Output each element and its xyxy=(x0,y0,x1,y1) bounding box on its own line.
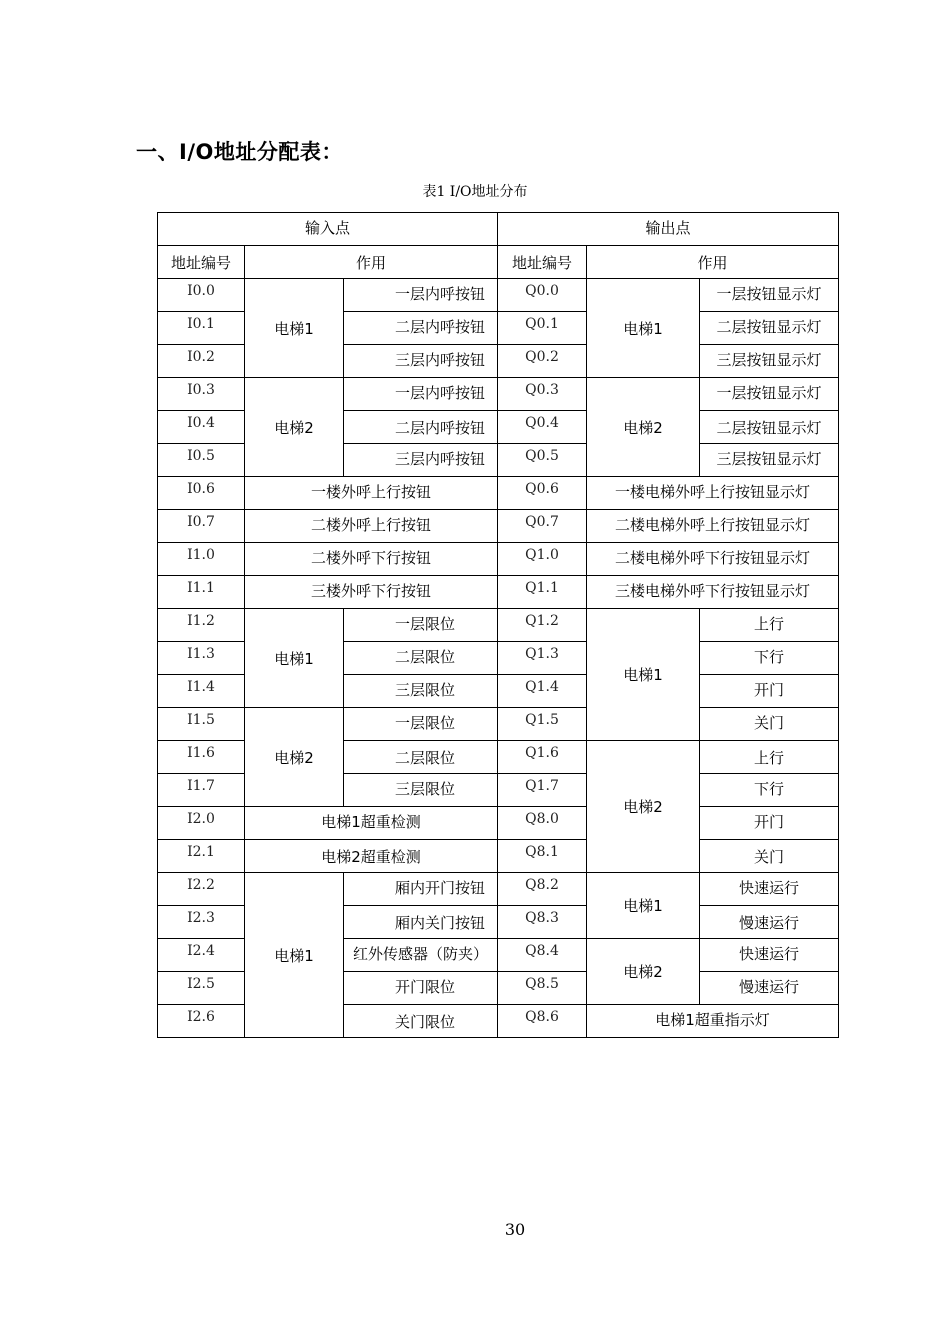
output-function: 电梯1超重指示灯 xyxy=(587,1005,839,1038)
input-function: 一楼外呼上行按钮 xyxy=(245,477,498,510)
table-row xyxy=(158,708,839,741)
input-address: I2.5 xyxy=(158,972,245,1005)
input-address: I1.4 xyxy=(158,675,245,708)
input-function: 三层限位 xyxy=(344,774,498,807)
input-function: 一层限位 xyxy=(344,708,498,741)
output-address: Q8.6 xyxy=(498,1005,587,1038)
input-function: 电梯1超重检测 xyxy=(245,807,498,840)
table-row xyxy=(158,510,839,543)
output-function: 关门 xyxy=(700,708,839,741)
section-heading: 一、I/O地址分配表： xyxy=(136,140,343,164)
input-function: 二层限位 xyxy=(344,642,498,675)
input-function: 二层限位 xyxy=(344,741,498,774)
output-header: 输出点 xyxy=(498,213,839,246)
output-address: Q0.4 xyxy=(498,411,587,444)
table-row xyxy=(158,840,839,873)
output-function: 一楼电梯外呼上行按钮显示灯 xyxy=(587,477,839,510)
output-address: Q8.4 xyxy=(498,939,587,972)
input-address: I1.5 xyxy=(158,708,245,741)
input-address: I2.1 xyxy=(158,840,245,873)
output-function: 三楼电梯外呼下行按钮显示灯 xyxy=(587,576,839,609)
output-function: 三层按钮显示灯 xyxy=(700,345,839,378)
output-address: Q0.0 xyxy=(498,279,587,312)
output-function: 开门 xyxy=(700,675,839,708)
input-function: 三楼外呼下行按钮 xyxy=(245,576,498,609)
input-address: I2.6 xyxy=(158,1005,245,1038)
input-address: I0.4 xyxy=(158,411,245,444)
output-address: Q8.1 xyxy=(498,840,587,873)
output-function: 关门 xyxy=(700,840,839,873)
output-function: 三层按钮显示灯 xyxy=(700,444,839,477)
input-header: 输入点 xyxy=(158,213,498,246)
input-address: I0.3 xyxy=(158,378,245,411)
output-address: Q0.6 xyxy=(498,477,587,510)
output-function: 下行 xyxy=(700,774,839,807)
output-group-label: 电梯1 xyxy=(587,873,700,939)
input-function: 一层限位 xyxy=(344,609,498,642)
output-function: 上行 xyxy=(700,609,839,642)
io-address-table xyxy=(157,212,839,1038)
input-function: 开门限位 xyxy=(344,972,498,1005)
output-group-label: 电梯2 xyxy=(587,378,700,477)
input-address: I0.0 xyxy=(158,279,245,312)
output-address: Q1.3 xyxy=(498,642,587,675)
output-address: Q1.0 xyxy=(498,543,587,576)
input-address: I2.0 xyxy=(158,807,245,840)
page-number: 30 xyxy=(504,1220,526,1239)
output-address: Q0.3 xyxy=(498,378,587,411)
table-row xyxy=(158,279,839,312)
output-address: Q1.6 xyxy=(498,741,587,774)
input-function: 二层内呼按钮 xyxy=(344,411,498,444)
input-function: 电梯2超重检测 xyxy=(245,840,498,873)
output-group-label: 电梯2 xyxy=(587,741,700,873)
input-address: I1.2 xyxy=(158,609,245,642)
table-row xyxy=(158,873,839,906)
input-address: I0.5 xyxy=(158,444,245,477)
input-address: I1.1 xyxy=(158,576,245,609)
table-caption: 表1 I/O地址分布 xyxy=(422,184,528,200)
output-address: Q8.5 xyxy=(498,972,587,1005)
input-function: 三层限位 xyxy=(344,675,498,708)
table-row xyxy=(158,378,839,411)
input-function: 关门限位 xyxy=(344,1005,498,1038)
input-address: I0.7 xyxy=(158,510,245,543)
input-address: I1.6 xyxy=(158,741,245,774)
output-function: 快速运行 xyxy=(700,873,839,906)
input-addr-header: 地址编号 xyxy=(158,246,245,279)
table-row xyxy=(158,807,839,840)
input-function: 一层内呼按钮 xyxy=(344,378,498,411)
input-function: 三层内呼按钮 xyxy=(344,444,498,477)
output-function: 一层按钮显示灯 xyxy=(700,378,839,411)
input-function: 二楼外呼上行按钮 xyxy=(245,510,498,543)
input-function: 一层内呼按钮 xyxy=(344,279,498,312)
output-function: 开门 xyxy=(700,807,839,840)
output-address: Q1.4 xyxy=(498,675,587,708)
input-function: 二层内呼按钮 xyxy=(344,312,498,345)
table-row xyxy=(158,609,839,642)
input-address: I2.4 xyxy=(158,939,245,972)
output-function: 二层按钮显示灯 xyxy=(700,411,839,444)
output-address: Q8.0 xyxy=(498,807,587,840)
output-address: Q0.1 xyxy=(498,312,587,345)
input-address: I1.0 xyxy=(158,543,245,576)
output-address: Q0.2 xyxy=(498,345,587,378)
input-func-header: 作用 xyxy=(245,246,498,279)
input-group-label: 电梯2 xyxy=(245,708,344,807)
table-header-row xyxy=(158,213,839,246)
input-address: I2.2 xyxy=(158,873,245,906)
input-group-label: 电梯1 xyxy=(245,279,344,378)
output-address: Q8.2 xyxy=(498,873,587,906)
output-address: Q1.2 xyxy=(498,609,587,642)
output-addr-header: 地址编号 xyxy=(498,246,587,279)
output-address: Q1.1 xyxy=(498,576,587,609)
output-function: 快速运行 xyxy=(700,939,839,972)
input-address: I2.3 xyxy=(158,906,245,939)
table-row xyxy=(158,543,839,576)
output-function: 下行 xyxy=(700,642,839,675)
table-row xyxy=(158,477,839,510)
output-function: 二楼电梯外呼上行按钮显示灯 xyxy=(587,510,839,543)
input-group-label: 电梯1 xyxy=(245,873,344,1038)
input-address: I0.6 xyxy=(158,477,245,510)
output-address: Q1.7 xyxy=(498,774,587,807)
output-function: 慢速运行 xyxy=(700,972,839,1005)
table-row xyxy=(158,576,839,609)
table-subheader-row xyxy=(158,246,839,279)
output-address: Q0.7 xyxy=(498,510,587,543)
output-function: 慢速运行 xyxy=(700,906,839,939)
input-address: I0.2 xyxy=(158,345,245,378)
output-group-label: 电梯2 xyxy=(587,939,700,1005)
input-function: 二楼外呼下行按钮 xyxy=(245,543,498,576)
input-group-label: 电梯2 xyxy=(245,378,344,477)
input-address: I1.7 xyxy=(158,774,245,807)
input-function: 厢内开门按钮 xyxy=(344,873,498,906)
output-group-label: 电梯1 xyxy=(587,609,700,741)
input-group-label: 电梯1 xyxy=(245,609,344,708)
input-function: 红外传感器（防夹） xyxy=(344,939,498,972)
input-function: 三层内呼按钮 xyxy=(344,345,498,378)
output-function: 二层按钮显示灯 xyxy=(700,312,839,345)
input-address: I1.3 xyxy=(158,642,245,675)
output-address: Q0.5 xyxy=(498,444,587,477)
output-address: Q1.5 xyxy=(498,708,587,741)
input-function: 厢内关门按钮 xyxy=(344,906,498,939)
output-function: 一层按钮显示灯 xyxy=(700,279,839,312)
output-func-header: 作用 xyxy=(587,246,839,279)
input-address: I0.1 xyxy=(158,312,245,345)
output-function: 二楼电梯外呼下行按钮显示灯 xyxy=(587,543,839,576)
output-function: 上行 xyxy=(700,741,839,774)
output-address: Q8.3 xyxy=(498,906,587,939)
output-group-label: 电梯1 xyxy=(587,279,700,378)
